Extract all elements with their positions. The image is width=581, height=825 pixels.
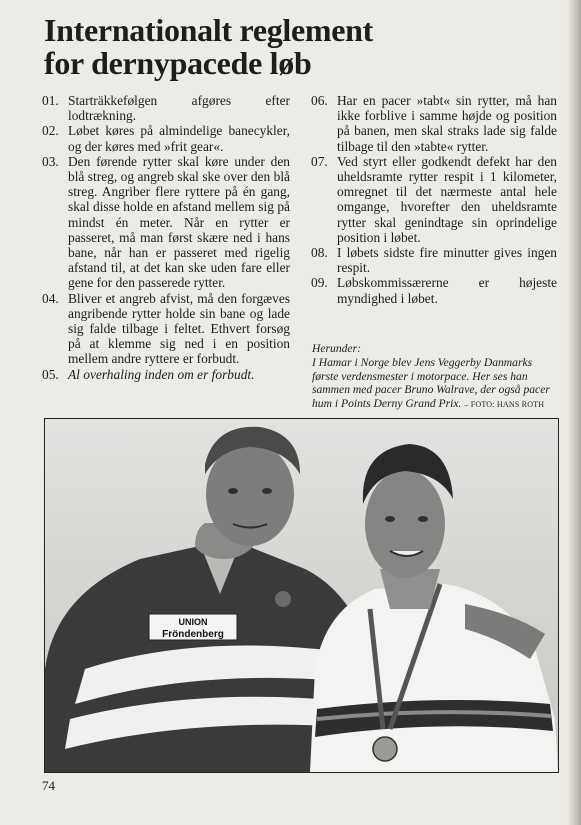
rule-item [311,245,557,275]
rules-column-left [42,93,290,382]
rule-text: Den førende rytter skal køre under den blå streg, og angreb skal ske over den blå streg. Angriber flere ryttere på én gang, skal disse holde en afstand mellem sig på mindst én meter. Når en rytter er passeret, må man først skære ned i hans bane, når han er passeret med rigelig afstand til, at det kan ske uden fare eller gene for den passerede rytter. [68,153,290,291]
photo-caption [312,342,558,412]
caption-label: Herunder: [312,342,361,355]
page-spine-shadow [567,0,581,825]
rule-item [42,367,290,382]
rule-text: Starträkkefølgen afgøres efter lodtrækning. [68,93,290,124]
title-line-2: for dernypacede løb [44,45,312,81]
caption-text: I Hamar i Norge blev Jens Veggerby Danmarks første verdensmester i motorpace. Her ses han sammen med pacer Bruno Walrave, der også pacer hum i Points Derny Grand Prix. [312,355,550,411]
jersey-text-frondenberg: Fröndenberg [162,629,224,640]
rule-number: 09. [311,275,328,291]
photo-credit: – FOTO: HANS ROTH [464,400,545,410]
champion-face [365,470,445,578]
rule-number: 05. [42,366,59,382]
rule-item [311,275,557,305]
title-line-1: Internationalt reglement [44,12,374,48]
page-number: 74 [42,778,55,793]
medal-icon [373,737,397,761]
rule-item [311,154,557,245]
rule-item [42,123,290,153]
rule-number: 07. [311,153,328,169]
rule-number: 01. [42,93,59,108]
article-title [44,14,484,80]
rule-text: I løbets sidste fire minutter gives ingen respit. [337,245,557,276]
rule-text: Bliver et angreb afvist, må den forgæves angribende rytter holde sin bane og lade sig falde tilbage i feltet. Ethvert forsøg på at klemme sig ned i en position mellem andre ryttere er forbudt. [68,290,290,367]
rule-number: 08. [311,245,328,261]
rule-text: Ved styrt eller godkendt defekt har den uheldsramte rytter respit i 1 kilometer, omregnet til det nærmeste antal hele omgange, hvorefter den uheldsramte rytter skal genindtage sin oprindelige position i løbet. [337,153,557,245]
rule-text: Al overhaling inden om er forbudt. [68,366,255,382]
photo-pacer-and-champion [44,418,559,773]
rule-item [311,93,557,154]
rule-number: 02. [42,123,59,139]
rule-number: 04. [42,290,59,306]
rule-text: Har en pacer »tabt« sin rytter, må han ikke forblive i samme højde og position på banen, men skal straks lade sig falde tilbage til den »tabte« rytter. [337,93,557,154]
jersey-badge-icon [275,591,291,607]
photo-illustration [45,419,558,772]
rule-number: 03. [42,153,59,169]
rule-item [42,154,290,291]
rule-item [42,93,290,123]
rule-text: Løbskommissærerne er højeste myndighed i løbet. [337,275,557,306]
rule-item [42,291,290,367]
jersey-text-union: UNION [178,617,208,627]
rule-text: Løbet køres på almindelige banecykler, og der køres med »frit gear«. [68,123,290,154]
rule-number: 06. [311,93,328,108]
rules-column-right [311,93,557,306]
